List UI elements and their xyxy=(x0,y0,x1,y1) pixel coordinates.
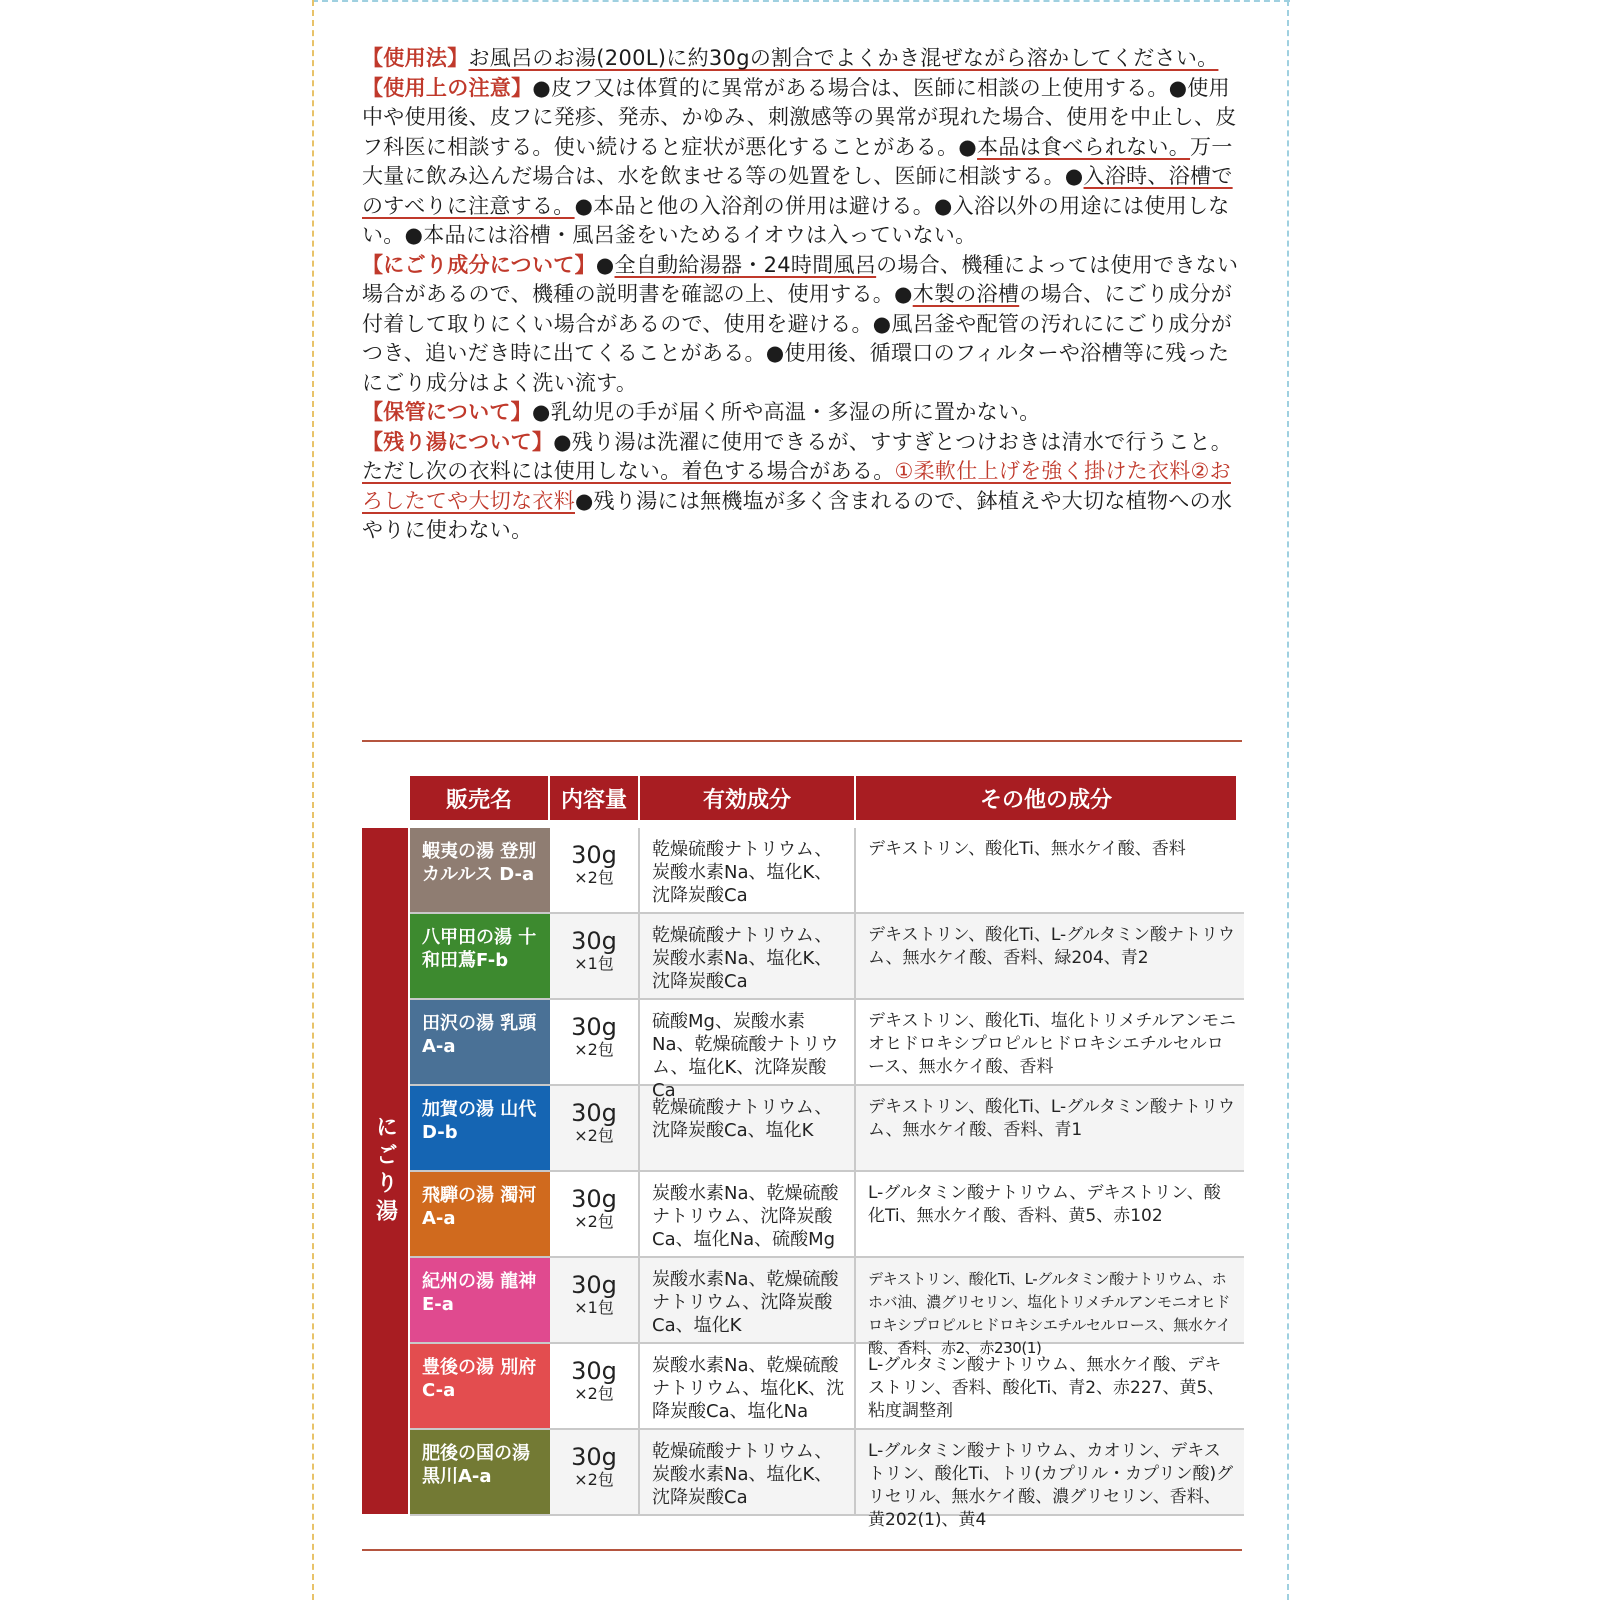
header-qty: 内容量 xyxy=(550,776,638,820)
panel-top-edge xyxy=(312,0,1290,2)
storage-text: ●乳幼児の手が届く所や高温・多湿の所に置かない。 xyxy=(531,400,1041,424)
product-qty xyxy=(550,1086,640,1170)
leftover-text-1: ●残り湯は洗濯に使用できるが、すすぎとつけおきは清水で行うこと。 xyxy=(553,429,1232,454)
leftover-paragraph xyxy=(362,428,1242,546)
active-ingredients: 乾燥硫酸ナトリウム、沈降炭酸Ca、塩化K xyxy=(640,1086,856,1170)
qty-packs: ×1包 xyxy=(574,954,614,973)
nigori-text-5: の場合、にごり成分が付着して取りにくい場合があるので、使用を避ける。●風呂釜や配管の汚れににごり成分がつき、追いだき時に出てくることがある。●使用後、循環口のフィルターや浴槽等に残ったにごり成分はよく洗い流す。 xyxy=(362,282,1233,395)
product-name: 田沢の湯 乳頭A-a xyxy=(410,1000,550,1084)
caution-text-1: ●皮フ又は体質的に異常がある場合は、医師に相談の上使用する。 xyxy=(532,75,1169,100)
leftover-heading: 【残り湯について】 xyxy=(362,429,554,454)
other-ingredients: L-グルタミン酸ナトリウム、デキストリン、酸化Ti、無水ケイ酸、香料、黄5、赤102 xyxy=(868,1183,1221,1226)
caution-heading: 【使用上の注意】 xyxy=(362,75,533,100)
storage-heading: 【保管について】 xyxy=(362,400,532,424)
product-name: 加賀の湯 山代D-b xyxy=(410,1086,550,1170)
product-qty xyxy=(550,1000,640,1084)
product-name: 飛騨の湯 濁河A-a xyxy=(410,1172,550,1256)
active-ingredients: 乾燥硫酸ナトリウム、炭酸水素Na、塩化K、沈降炭酸Ca xyxy=(640,1430,856,1514)
side-label xyxy=(362,828,408,1514)
active-ingredients: 炭酸水素Na、乾燥硫酸ナトリウム、沈降炭酸Ca、塩化K xyxy=(640,1258,856,1342)
other-ingredients: L-グルタミン酸ナトリウム、無水ケイ酸、デキストリン、香料、酸化Ti、青2、赤227、黄5、粘度調整剤 xyxy=(868,1355,1225,1421)
header-active: 有効成分 xyxy=(640,776,854,820)
caution-text-3: 本品は食べられない。 xyxy=(977,134,1191,159)
active-ingredients: 硫酸Mg、炭酸水素Na、乾燥硫酸ナトリウム、塩化K、沈降炭酸Ca xyxy=(640,1000,856,1084)
table-row xyxy=(410,1344,1244,1430)
caution-paragraph xyxy=(362,74,1242,251)
caution-text-4: 万一大量に飲み込んだ場合は、水を飲ませる等の処置をし、医師に相談する。● xyxy=(362,134,1233,188)
table-row xyxy=(410,1000,1244,1101)
other-ingredients: デキストリン、酸化Ti、L-グルタミン酸ナトリウム、無水ケイ酸、香料、青1 xyxy=(868,1097,1236,1140)
usage-paragraph xyxy=(362,44,1242,74)
caution-text-2: ●使用中や使用後、皮フに発疹、発赤、かゆみ、刺激感等の異常が現れた場合、使用を中止し、皮フ科医に相談する。使い続けると症状が悪化することがある。● xyxy=(362,75,1237,159)
other-ingredients: デキストリン、酸化Ti、L-グルタミン酸ナトリウム、ホホバ油、濃グリセリン、塩化トリメチルアンモニオヒドロキシプロピルヒドロキシエチルセルロース、無水ケイ酸、香料、赤2、赤230(1) xyxy=(868,1270,1231,1357)
nigori-text-4: 木製の浴槽 xyxy=(912,282,1020,306)
qty-packs: ×2包 xyxy=(574,1126,614,1145)
leftover-text-3: ①柔軟仕上げを強く掛けた衣料②おろしたてや大切な衣料 xyxy=(362,459,1231,513)
product-name: 紀州の湯 龍神E-a xyxy=(410,1258,550,1342)
table-header xyxy=(410,776,1236,820)
usage-notes xyxy=(362,44,1242,546)
header-other: その他の成分 xyxy=(856,776,1236,820)
header-name: 販売名 xyxy=(410,776,548,820)
product-qty xyxy=(550,1172,640,1256)
nigori-heading: 【にごり成分について】 xyxy=(362,252,596,277)
caution-text-5: 入浴時、浴槽でのすべりに注意する。 xyxy=(362,164,1233,218)
table-body xyxy=(410,828,1244,1530)
leftover-text-2: ただし次の衣料には使用しない。着色する場合がある。 xyxy=(362,459,895,483)
storage-paragraph xyxy=(362,398,1242,428)
divider-bottom xyxy=(362,1549,1242,1551)
table-row xyxy=(410,828,1244,914)
qty-amount: 30g xyxy=(571,1185,617,1213)
product-name: 八甲田の湯 十和田蔦F-b xyxy=(410,914,550,998)
qty-packs: ×2包 xyxy=(574,868,614,887)
product-qty xyxy=(550,914,640,998)
table-row xyxy=(410,1086,1244,1172)
leftover-text-4: ●残り湯には無機塩が多く含まれるので、鉢植えや大切な植物への水やりに使わない。 xyxy=(362,488,1233,542)
product-name: 肥後の国の湯 黒川A-a xyxy=(410,1430,550,1514)
qty-amount: 30g xyxy=(571,1099,617,1127)
nigori-text-3: の場合、機種によっては使用できない場合があるので、機種の説明書を確認の上、使用する。● xyxy=(362,252,1239,306)
qty-amount: 30g xyxy=(571,1357,617,1385)
other-ingredients: デキストリン、酸化Ti、塩化トリメチルアンモニオヒドロキシプロピルヒドロキシエチルセルロース、無水ケイ酸、香料 xyxy=(868,1011,1237,1077)
nigori-paragraph xyxy=(362,251,1242,399)
usage-text: お風呂のお湯(200L)に約30gの割合でよくかき混ぜながら溶かしてください。 xyxy=(468,46,1219,70)
other-ingredients: デキストリン、酸化Ti、無水ケイ酸、香料 xyxy=(868,839,1186,859)
qty-packs: ×2包 xyxy=(574,1384,614,1403)
active-ingredients: 乾燥硫酸ナトリウム、炭酸水素Na、塩化K、沈降炭酸Ca xyxy=(640,914,856,998)
qty-amount: 30g xyxy=(571,1271,617,1299)
active-ingredients: 乾燥硫酸ナトリウム、炭酸水素Na、塩化K、沈降炭酸Ca xyxy=(640,828,856,912)
product-name: 豊後の湯 別府C-a xyxy=(410,1344,550,1428)
product-qty xyxy=(550,1344,640,1428)
nigori-text-2: 全自動給湯器・24時間風呂 xyxy=(614,252,877,277)
qty-packs: ×2包 xyxy=(574,1470,614,1489)
panel-left-edge xyxy=(312,0,314,1600)
table-row xyxy=(410,1258,1244,1357)
table-row xyxy=(410,1172,1244,1258)
other-ingredients: デキストリン、酸化Ti、L-グルタミン酸ナトリウム、無水ケイ酸、香料、緑204、青2 xyxy=(868,925,1236,968)
qty-amount: 30g xyxy=(571,841,617,869)
product-qty xyxy=(550,828,640,912)
table-row xyxy=(410,1430,1244,1530)
qty-packs: ×1包 xyxy=(574,1298,614,1317)
qty-packs: ×2包 xyxy=(574,1040,614,1059)
qty-amount: 30g xyxy=(571,1013,617,1041)
product-qty xyxy=(550,1430,640,1514)
nigori-text-1: ● xyxy=(595,252,615,277)
product-qty xyxy=(550,1258,640,1342)
qty-packs: ×2包 xyxy=(574,1212,614,1231)
divider-top xyxy=(362,740,1242,742)
caution-text-6: ●本品と他の入浴剤の併用は避ける。●入浴以外の用途には使用しない。●本品には浴槽・風呂釜をいためるイオウは入っていない。 xyxy=(362,193,1230,247)
usage-heading: 【使用法】 xyxy=(362,46,469,70)
active-ingredients: 炭酸水素Na、乾燥硫酸ナトリウム、沈降炭酸Ca、塩化Na、硫酸Mg xyxy=(640,1172,856,1256)
panel-right-edge xyxy=(1287,0,1289,1600)
active-ingredients: 炭酸水素Na、乾燥硫酸ナトリウム、塩化K、沈降炭酸Ca、塩化Na xyxy=(640,1344,856,1428)
qty-amount: 30g xyxy=(571,927,617,955)
table-row xyxy=(410,914,1244,1000)
product-name: 蝦夷の湯 登別カルルス D-a xyxy=(410,828,550,912)
other-ingredients: L-グルタミン酸ナトリウム、カオリン、デキストリン、酸化Ti、トリ(カプリル・カプリン酸)グリセリル、無水ケイ酸、濃グリセリン、香料、黄202(1)、黄4 xyxy=(868,1441,1234,1530)
qty-amount: 30g xyxy=(571,1443,617,1471)
side-label-text: にごり湯 xyxy=(372,1115,398,1227)
